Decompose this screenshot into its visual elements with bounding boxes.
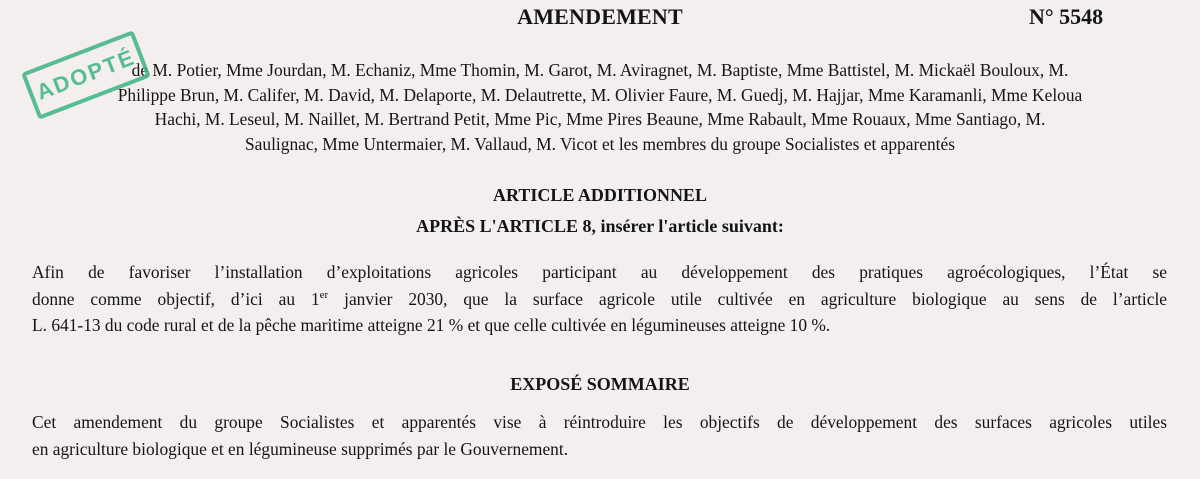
expose-text (32, 409, 1167, 462)
authors-line: de M. Potier, Mme Jourdan, M. Echaniz, Mme Thomin, M. Garot, M. Aviragnet, M. Baptiste, Mme Battistel, M. Mickaël Bouloux, M. (131, 60, 1069, 80)
article-text-segment: janvier 2030, que la surface agricole utile cultivée en agriculture biologique au sens de l’article (328, 288, 1168, 309)
authors-list (0, 58, 1200, 156)
article-text-line: L. 641-13 du code rural et de la pêche maritime atteigne 21 % et que celle cultivée en légumineuses atteigne 10 %. (32, 315, 831, 335)
authors-line: Saulignac, Mme Untermaier, M. Vallaud, M. Vicot et les membres du groupe Socialistes et apparentés (245, 133, 955, 154)
authors-line: Hachi, M. Leseul, M. Naillet, M. Bertrand Petit, Mme Pic, Mme Pires Beaune, Mme Rabault, Mme Rouaux, Mme Santiago, M. (154, 109, 1046, 129)
article-heading: ARTICLE ADDITIONNEL (493, 185, 707, 205)
ordinal-superscript: er (319, 288, 329, 301)
article-text (32, 259, 1167, 339)
article-text-segment: donne comme objectif, d’ici au 1 (32, 288, 320, 309)
article-text-line (32, 286, 1167, 313)
expose-text-line: en agriculture biologique et en légumineuse supprimés par le Gouvernement. (32, 438, 569, 459)
adopted-stamp-label: ADOPTÉ (32, 44, 139, 105)
insert-instruction: APRÈS L'ARTICLE 8, insérer l'article suivant: (416, 216, 784, 236)
authors-line: Philippe Brun, M. Califer, M. David, M. Delaporte, M. Delautrette, M. Olivier Faure, M. Guedj, M. Hajjar, Mme Karamanli, Mme Keloua (117, 84, 1083, 105)
document-title: AMENDEMENT (517, 4, 683, 29)
expose-heading: EXPOSÉ SOMMAIRE (510, 374, 690, 394)
amendment-number: N° 5548 (1029, 4, 1104, 29)
article-text-line: Afin de favoriser l’installation d’exploitations agricoles participant au développement des pratiques agroécologiques, l’État se (32, 262, 1167, 282)
expose-text-line: Cet amendement du groupe Socialistes et apparentés vise à réintroduire les objectifs de développement des surfaces agricoles utiles (32, 412, 1167, 432)
